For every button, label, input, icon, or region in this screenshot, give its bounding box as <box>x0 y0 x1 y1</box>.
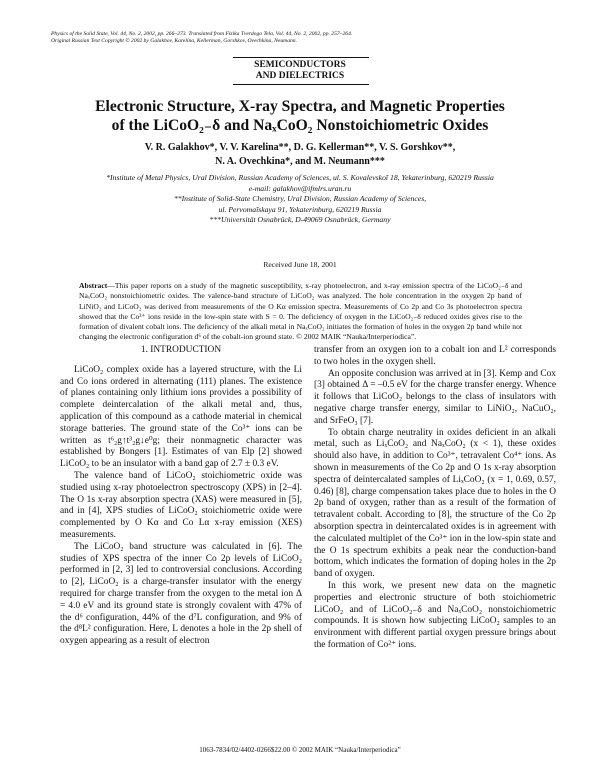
intro-paragraph-4: transfer from an oxygen ion to a cobalt ion and L² corresponds to two holes in the oxygen shell. <box>314 345 556 367</box>
section-heading-introduction: 1. INTRODUCTION <box>140 345 222 355</box>
section-rule-bottom <box>233 84 369 85</box>
intro-paragraph-2: The valence band of LiCoO₂ stoichiometric oxide was studied using x-ray photoelectron spectroscopy (XPS) in [2–4]. The O 1s x-ray absorption spectra (XAS) were measured in [5], and in [4], XPS studies of LiCoO₂ stoichiometric oxide were complemented by O Kα and Co Lα x-ray emission (XES) measurements. <box>60 470 302 540</box>
section-rule-top <box>233 57 369 58</box>
author-list <box>40 141 560 169</box>
paper-title <box>40 97 560 135</box>
abstract-label: Abstract <box>79 281 108 290</box>
title-line-1: Electronic Structure, X-ray Spectra, and Magnetic Properties <box>95 98 505 115</box>
contact-email: e-mail: galakhov@ifmlrs.uran.ru <box>248 183 352 193</box>
copyright-footer: 1063-7834/02/4402-0266$22.00 © 2002 MAIK “Nauka/Interperiodica” <box>199 746 401 754</box>
abstract-text: —This paper reports on a study of the magnetic susceptibility, x-ray photoelectron, and x-ray emission spectra of the LiCoO₂₋δ and NaₓCoO₂ nonstoichiometric oxides. The valence-band structure of LiCoO₂ was analyzed. The hole concentration in the oxygen 2p band of LiNiO₂ and LiCoO₂ was derived from measurements of the O Kα emission spectra. Measurements of Co 2p and Co 3s photoelectron spectra showed that the Co³⁺ ions reside in the low-spin state with S = 0. The deficiency of oxygen in the LiCoO₂₋δ reduced oxides gives rise to the formation of divalent cobalt ions. The deficiency of the alkali metal in NaₓCoO₂ initiates the formation of holes in the oxygen 2p band while not changing the electronic configuration d⁶ of the cobalt-ion ground state. © 2002 MAIK “Nauka/Interperiodica”. <box>79 281 522 342</box>
title-line-2: of the LiCoO₂₋δ and NaₓCoO₂ Nonstoichiometric Oxides <box>111 117 489 134</box>
intro-paragraph-1: LiCoO₂ complex oxide has a layered structure, with the Li and Co ions ordered in alternating (111) planes. The existence of planes containing only lithium ions provides a possibility of complete deintercalation of the alkali metal and, thus, application of this compound as a cathode material in chemical storage batteries. The ground state of the Co³⁺ ions can be written as t⁶₂g↑t³₂g↓e⁰g; their nonmagnetic character was established by Bongers [1]. Estimates of van Elp [2] showed LiCoO₂ to be an insulator with a band gap of 2.7 ± 0.3 eV. <box>60 364 302 470</box>
received-date: Received June 18, 2001 <box>263 260 337 269</box>
authors-line-1: V. R. Galakhov*, V. V. Karelina**, D. G. Kellerman**, V. S. Gorshkov**, <box>144 142 456 153</box>
intro-paragraph-7: In this work, we present new data on the magnetic properties and electronic structure of both stoichiometric LiCoO₂ and of LiCoO₂₋δ and NaₓCoO₂ nonstoichiometric compounds. It is shown how subjecting LiCoO₂ samples to an environment with different partial oxygen pressure brings about the formation of Co²⁺ ions. <box>314 580 556 650</box>
intro-paragraph-6: To obtain charge neutrality in oxides deficient in an alkali metal, such as LiₓCoO₂ and NaₓCoO₂ (x < 1), these oxides should also have, in addition to Co³⁺, tetravalent Co⁴⁺ ions. As shown in measurements of the Co 2p and O 1s x-ray absorption spectra of deintercalated samples of LiₓCoO₂ (x = 1, 0.69, 0.57, 0.46) [8], charge compensation takes place due to holes in the O 2p band of oxygen, rather than as a result of the formation of tetravalent cobalt. According to [8], the structure of the Co 2p absorption spectra in deintercalated oxides is in agreement with the calculated multiplet of the Co³⁺ ion in the low-spin state and the O 1s spectrum exhibits a peak near the conduction-band bottom, which indicates the formation of doping holes in the 2p band of oxygen. <box>314 427 556 580</box>
affiliation-3: ***Universität Osnabrück, D-49069 Osnabrück, Germany <box>209 215 391 224</box>
affiliation-2a: **Institute of Solid-State Chemistry, Ural Division, Russian Academy of Sciences, <box>173 194 427 203</box>
intro-paragraph-3: The LiCoO₂ band structure was calculated in [6]. The studies of XPS spectra of the inner Co 2p levels of LiCoO₂ performed in [2, 3] led to controversial conclusions. According to [2], LiCoO₂ is a charge-transfer insulator with the energy required for charge transfer from the oxygen to the metal ion Δ = 4.0 eV and its ground state is strongly covalent with 47% of the d⁶ configuration, 44% of the d⁷L configuration, and 9% of the d⁸L² configuration. Here, L denotes a hole in the 2p shell of oxygen appearing as a result of electron <box>60 541 302 647</box>
affiliations <box>30 173 570 226</box>
section-title-2: AND DIELECTRICS <box>255 71 345 81</box>
section-title-1: SEMICONDUCTORS <box>254 60 346 70</box>
header-line-1: Physics of the Solid State, Vol. 44, No. 2, 2002, pp. 266–273. Translated from Fizika Tverdogo Tela, Vol. 44, No. 2, 2002, pp. 257–264. <box>51 31 353 37</box>
right-column <box>314 345 556 652</box>
abstract <box>79 281 522 343</box>
journal-header <box>51 31 352 45</box>
affiliation-2b: ul. Pervomaĭskaya 91, Yekaterinburg, 620219 Russia <box>218 204 382 214</box>
header-line-2: Original Russian Text Copyright © 2002 by Galakhov, Karelina, Kellerman, Gorshkov, Ovechkina, Neumann. <box>51 38 297 44</box>
intro-paragraph-5: An opposite conclusion was arrived at in [3]. Kemp and Cox [3] obtained Δ = –0.5 eV for the charge transfer energy. Whence it follows that LiCoO₂ belongs to the class of insulators with negative charge transfer energy, similar to LiNiO₂, NaCuO₂, and SrFeO₃ [7]. <box>314 368 556 426</box>
affiliation-1: *Institute of Metal Physics, Ural Division, Russian Academy of Sciences, ul. S. Kovalevskoĭ 18, Yekaterinburg, 620219 Russia <box>106 173 494 182</box>
authors-line-2: N. A. Ovechkina*, and M. Neumann*** <box>215 156 385 167</box>
left-column <box>60 345 302 648</box>
